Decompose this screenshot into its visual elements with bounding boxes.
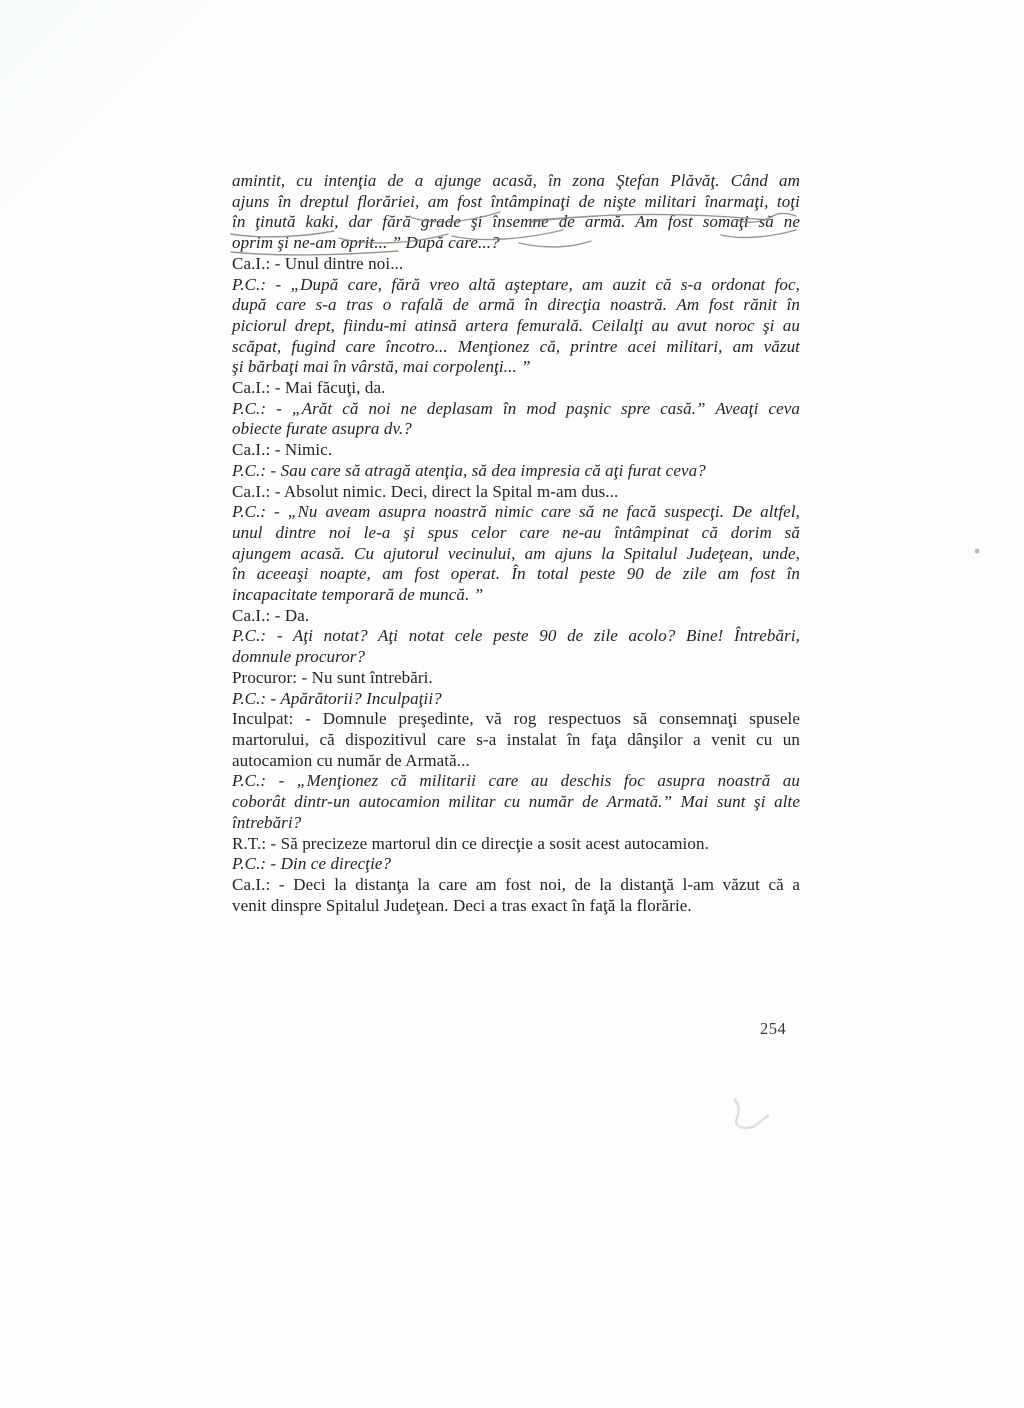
text-line: Procuror: - Nu sunt întrebări. <box>232 667 433 687</box>
text-line: Ca.I.: - Da. <box>232 605 310 625</box>
text-line: în aceeaşi noapte, am fost operat. În total peste 90 de zile am fost în <box>232 564 800 584</box>
text-line: martorului, că dispozitivul care s-a instalat în faţa dânşilor a venit cu un <box>232 729 800 749</box>
text-line: P.C.: - „Nu aveam asupra noastră nimic care să ne facă suspecţi. De altfel, <box>232 502 800 522</box>
text-line: ajungem acasă. Cu ajutorul vecinului, am ajuns la Spitalul Judeţean, unde, <box>232 543 800 563</box>
paragraph <box>232 709 800 771</box>
text-line: amintit, cu intenţia de a ajunge acasă, în zona Ştefan Plăvăţ. Când am <box>232 171 800 190</box>
text-line: unul dintre noi le-a şi spus celor care ne-au întâmpinat că dorim să <box>232 522 800 542</box>
text-line: P.C.: - Sau care să atragă atenţia, să dea impresia că aţi furat ceva? <box>232 460 706 480</box>
text-line: piciorul drept, fiindu-mi atinsă artera femurală. Ceilalţi au avut noroc şi au <box>232 315 800 335</box>
text-line: întrebări? <box>232 812 302 832</box>
text-line: Ca.I.: - Unul dintre noi... <box>232 253 404 273</box>
text-line: ajuns în dreptul florăriei, am fost întâmpinaţi de nişte militari înarmaţi, toţi <box>232 191 800 211</box>
paragraph <box>232 875 800 916</box>
text-line: P.C.: - Din ce direcţie? <box>232 854 392 874</box>
paragraph <box>232 275 800 379</box>
text-line: P.C.: - Aţi notat? Aţi notat cele peste 90 de zile acolo? Bine! Întrebări, <box>232 626 800 646</box>
text-line: P.C.: - „Menţionez că militarii care au deschis foc asupra noastră au <box>232 771 800 791</box>
text-line: scăpat, fugind care încotro... Menţionez că, printre acei militari, am văzut <box>232 336 800 356</box>
text-line: obiecte furate asupra dv.? <box>232 419 412 439</box>
paragraph <box>232 668 800 689</box>
text-line: P.C.: - Apărătorii? Inculpaţii? <box>232 688 442 708</box>
text-line: Ca.I.: - Deci la distanţa la care am fost noi, de la distanţă l-am văzut că a <box>232 874 800 894</box>
paragraph <box>232 440 800 461</box>
paragraph <box>232 689 800 710</box>
paragraph <box>232 399 800 440</box>
text-line: P.C.: - „Arăt că noi ne deplasam în mod paşnic spre casă.” Aveaţi ceva <box>232 398 800 418</box>
paragraph <box>232 171 800 254</box>
text-line: Ca.I.: - Nimic. <box>232 440 333 460</box>
paragraph <box>232 482 800 503</box>
paragraph <box>232 771 800 833</box>
paragraph <box>232 378 800 399</box>
text-line: oprim şi ne-am oprit... ” După care...? <box>232 233 500 253</box>
text-line: în ţinută kaki, dar fără grade şi însemne de armă. Am fost somaţi să ne <box>232 212 800 232</box>
text-line: R.T.: - Să precizeze martorul din ce direcţie a sosit acest autocamion. <box>232 833 709 853</box>
text-line: Inculpat: - Domnule preşedinte, vă rog respectuos să consemnaţi spusele <box>232 709 800 729</box>
text-line: domnule procuror? <box>232 647 366 667</box>
page-number: 254 <box>760 1019 787 1038</box>
text-line: venit dinspre Spitalul Judeţean. Deci a tras exact în faţă la florărie. <box>232 895 692 915</box>
text-line: Ca.I.: - Mai făcuţi, da. <box>232 378 386 398</box>
text-line: coborât dintr-un autocamion militar cu număr de Armată.” Mai sunt şi alte <box>232 792 800 812</box>
paragraph <box>232 461 800 482</box>
transcript <box>232 171 800 916</box>
pencil-smudge <box>734 1099 769 1128</box>
text-line: incapacitate temporară de muncă. ” <box>232 585 484 605</box>
paragraph <box>232 854 800 875</box>
text-line: după care s-a tras o rafală de armă în direcţia noastră. Am fost rănit în <box>232 295 800 315</box>
paragraph <box>232 626 800 667</box>
paragraph <box>232 254 800 275</box>
paragraph <box>232 502 800 606</box>
scan-speck <box>975 549 980 554</box>
paragraph <box>232 606 800 627</box>
text-line: P.C.: - „După care, fără vreo altă aşteptare, am auzit că s-a ordonat foc, <box>232 274 800 294</box>
text-line: şi bărbaţi mai în vârstă, mai corpolenţi... ” <box>232 357 531 377</box>
text-line: Ca.I.: - Absolut nimic. Deci, direct la Spital m-am dus... <box>232 481 619 501</box>
paragraph <box>232 834 800 855</box>
text-line: autocamion cu număr de Armată... <box>232 750 470 770</box>
